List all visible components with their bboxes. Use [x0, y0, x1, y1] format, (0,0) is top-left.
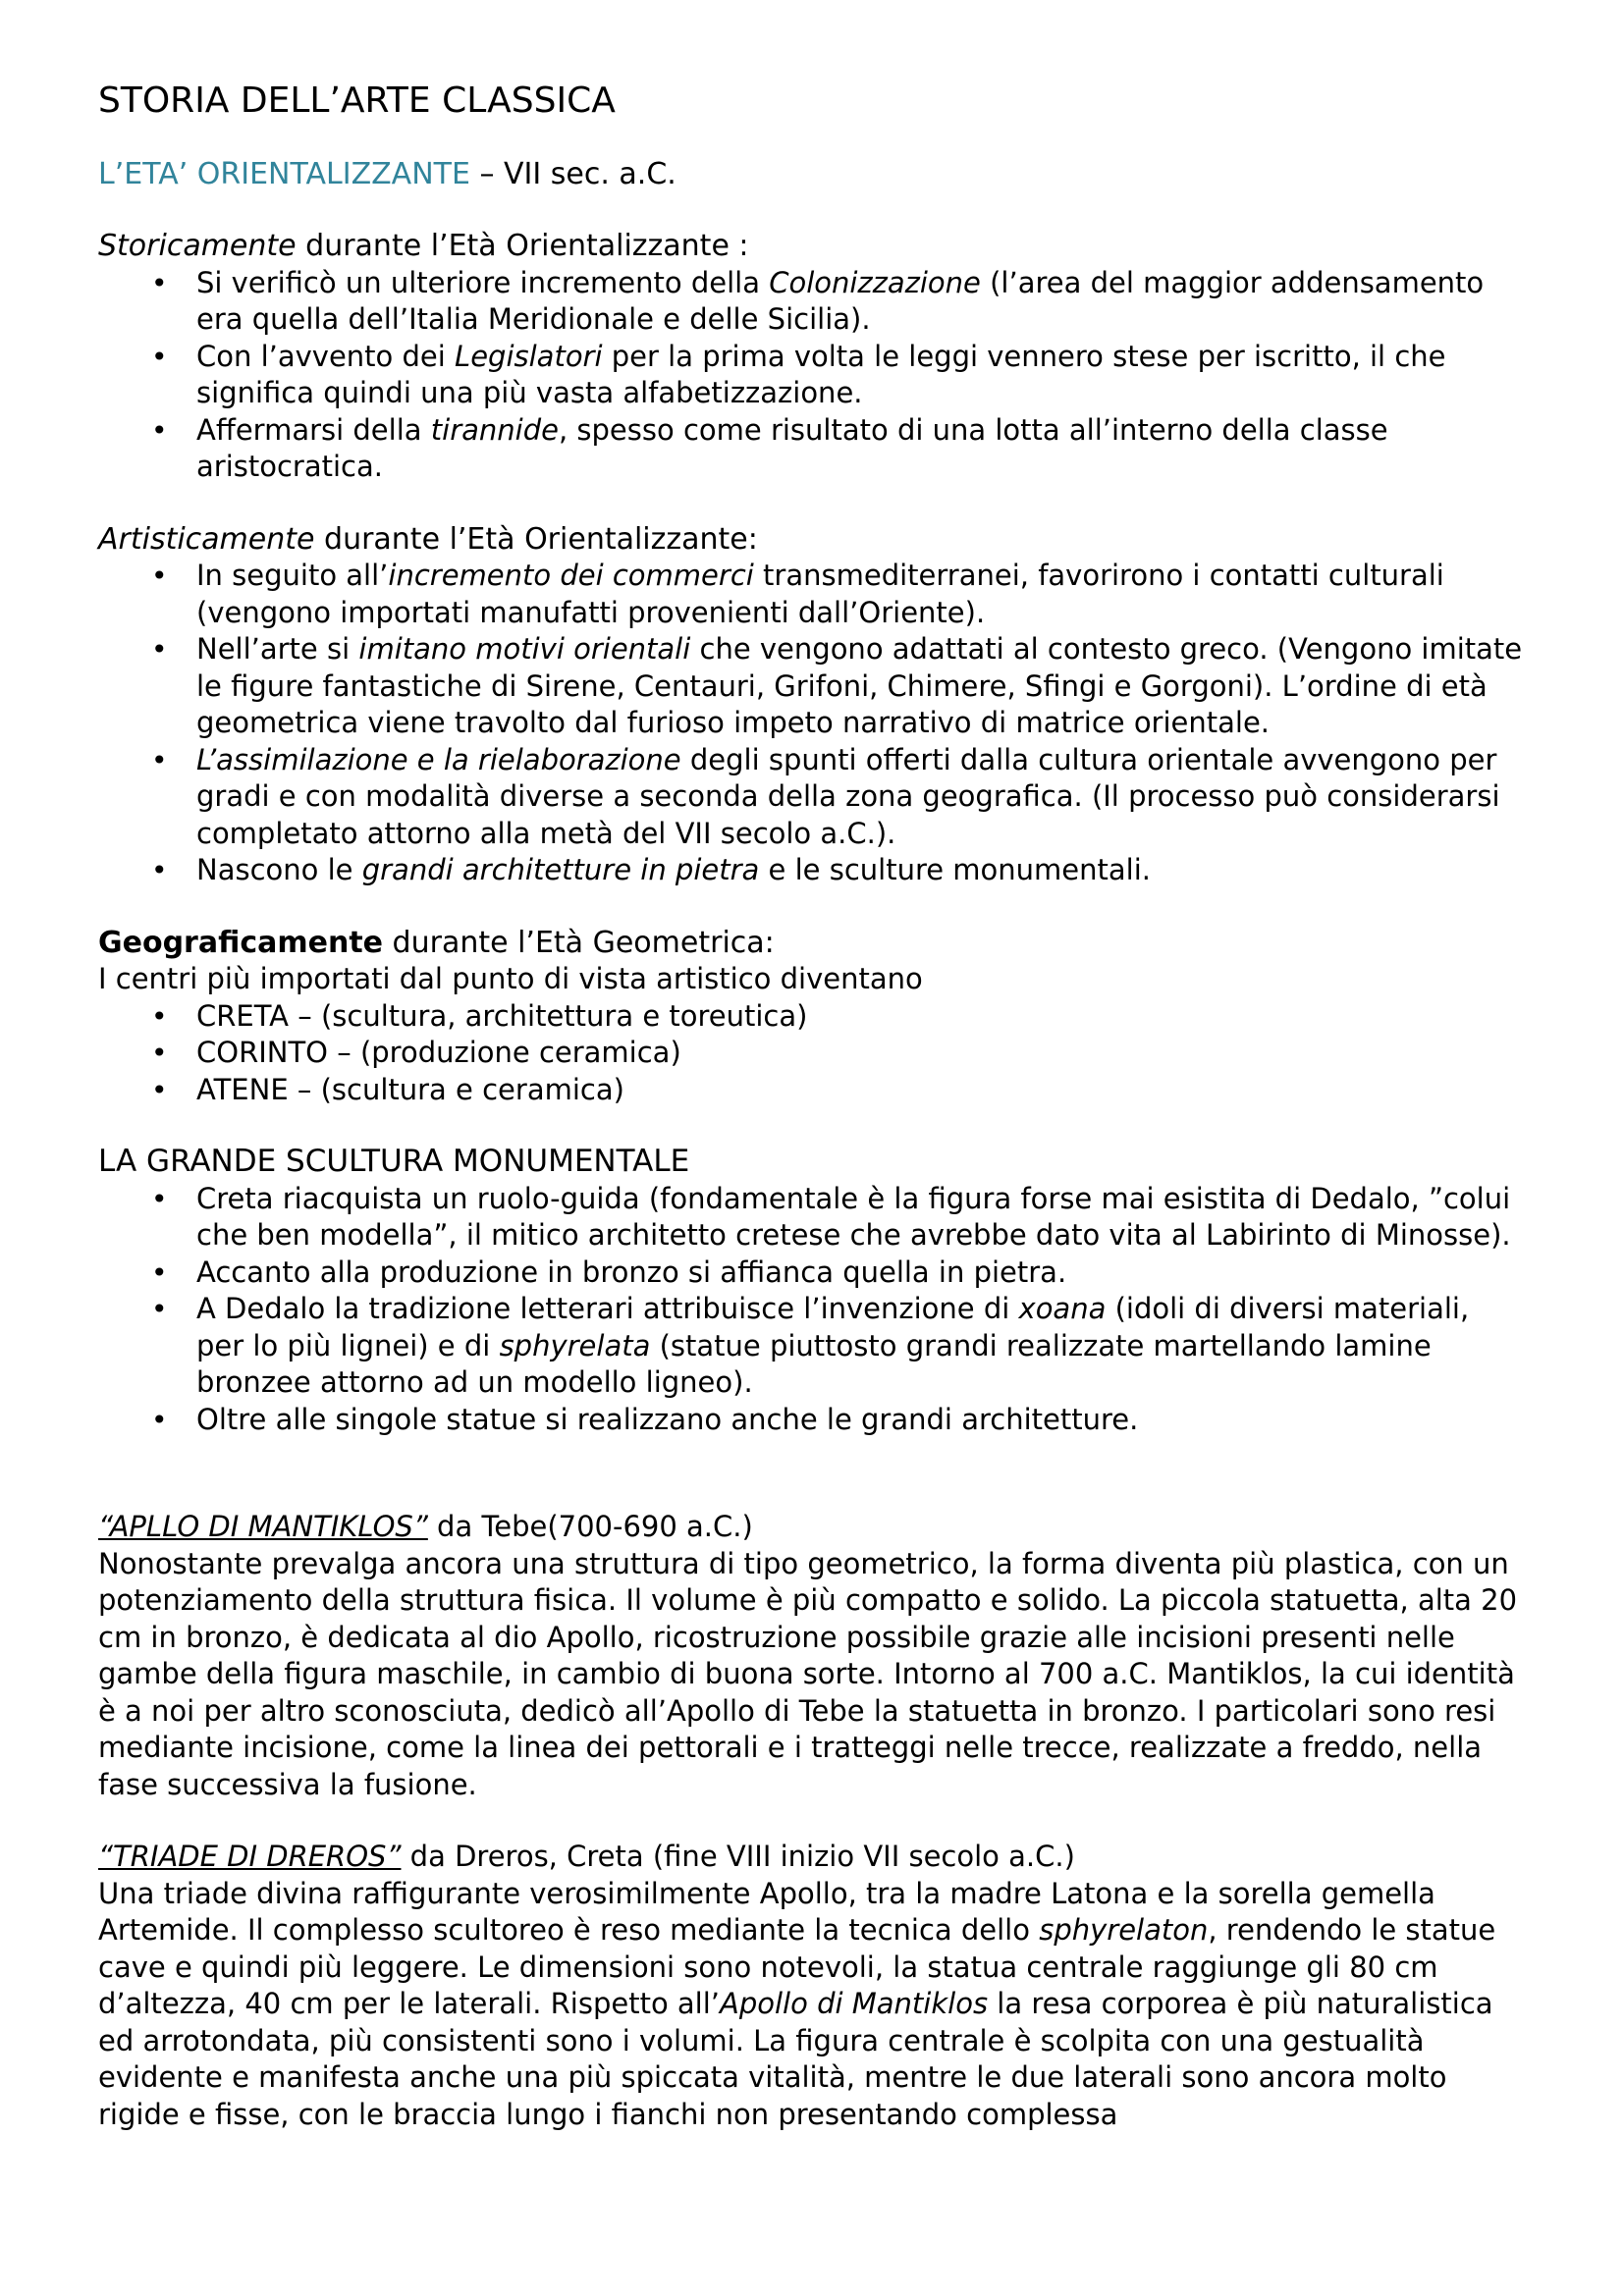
- section-intro: I centri più importati dal punto di vista artistico diventano: [98, 962, 923, 995]
- period-subtitle: [98, 157, 1525, 192]
- section-heading: LA GRANDE SCULTURA MONUMENTALE: [98, 1144, 690, 1179]
- artwork-description: Una triade divina raffigurante verosimilmente Apollo, tra la madre Latona e la sorella gemella Artemide. Il complesso scultoreo è reso mediante la tecnica dello sphyrelaton, rendendo le statue cave e quindi più leggere. Le dimensioni sono notevoli, la statua centrale raggiunge gli 80 cm d’altezza, 40 cm per le laterali. Rispetto all’Apollo di Mantiklos la resa corporea è più naturalistica ed arrotondata, più consistenti sono i volumi. La figura centrale è scolpita con una gestualità evidente e manifesta anche una più spiccata vitalità, mentre le due laterali sono ancora molto rigide e fisse, con le braccia lungo i fianchi non presentando complessa: [98, 1876, 1496, 2131]
- period-date: – VII sec. a.C.: [469, 157, 676, 191]
- bullet-list: [98, 998, 1525, 1109]
- list-item: • Accanto alla produzione in bronzo si affianca quella in pietra.: [196, 1255, 1525, 1292]
- section-artisticamente: [98, 521, 1525, 889]
- list-item: • Nell’arte si imitano motivi orientali che vengono adattati al contesto greco. (Vengono imitate le figure fantastiche di Sirene, Centauri, Grifoni, Chimere, Sfingi e Gorgoni). L’ordine di età geometrica viene travolto dal furioso impeto narrativo di matrice orientale.: [196, 631, 1525, 742]
- document-title: STORIA DELL’ARTE CLASSICA: [98, 80, 616, 121]
- bullet-list: [98, 265, 1525, 486]
- list-item: • Creta riacquista un ruolo-guida (fondamentale è la figura forse mai esistita di Dedalo, ”colui che ben modella”, il mitico architetto cretese che avrebbe dato vita al Labirinto di Minosse).: [196, 1181, 1525, 1255]
- list-item: • Affermarsi della tirannide, spesso come risultato di una lotta all’interno della classe aristocratica.: [196, 412, 1525, 486]
- section-triade: [98, 1839, 1525, 2133]
- artwork-description: Nonostante prevalga ancora una struttura di tipo geometrico, la forma diventa più plastica, con un potenziamento della struttura fisica. Il volume è più compatto e solido. La piccola statuetta, alta 20 cm in bronzo, è dedicata al dio Apollo, ricostruzione possibile grazie alle incisioni presenti nelle gambe della figura maschile, in cambio di buona sorte. Intorno al 700 a.C. Mantiklos, la cui identità è a noi per altro sconosciuta, dedicò all’Apollo di Tebe la statuetta in bronzo. I particolari sono resi mediante incisione, come la linea dei pettorali e i tratteggi nelle trecce, realizzate a freddo, nella fase successiva la fusione.: [98, 1546, 1518, 1801]
- artwork-title: “TRIADE DI DREROS” da Dreros, Creta (fine VIII inizio VII secolo a.C.): [98, 1840, 1075, 1873]
- bullet-list: [98, 1181, 1525, 1439]
- list-item: • Nascono le grandi architetture in pietra e le sculture monumentali.: [196, 852, 1525, 889]
- list-item: • Si verificò un ulteriore incremento della Colonizzazione (l’area del maggior addensamento era quella dell’Italia Meridionale e delle Sicilia).: [196, 265, 1525, 339]
- list-item: • L’assimilazione e la rielaborazione degli spunti offerti dalla cultura orientale avvengono per gradi e con modalità diverse a seconda della zona geografica. (Il processo può considerarsi completato attorno alla metà del VII secolo a.C.).: [196, 742, 1525, 853]
- list-item: • In seguito all’incremento dei commerci transmediterranei, favorirono i contatti culturali (vengono importati manufatti provenienti dall’Oriente).: [196, 558, 1525, 631]
- section-heading: Artisticamente durante l’Età Orientalizzante:: [98, 521, 758, 557]
- section-storicamente: [98, 228, 1525, 486]
- section-geograficamente: [98, 925, 1525, 1109]
- list-item: • A Dedalo la tradizione letterari attribuisce l’invenzione di xoana (idoli di diversi materiali, per lo più lignei) e di sphyrelata (statue piuttosto grandi realizzate martellando lamine bronzee attorno ad un modello ligneo).: [196, 1291, 1525, 1402]
- list-item: • ATENE – (scultura e ceramica): [196, 1072, 1525, 1109]
- list-item: • CORINTO – (produzione ceramica): [196, 1035, 1525, 1072]
- section-heading: Geograficamente durante l’Età Geometrica:: [98, 925, 775, 960]
- section-apollo: [98, 1509, 1525, 1803]
- section-heading: Storicamente durante l’Età Orientalizzante :: [98, 229, 749, 263]
- list-item: • Oltre alle singole statue si realizzano anche le grandi architetture.: [196, 1402, 1525, 1439]
- period-name: L’ETA’ ORIENTALIZZANTE: [98, 157, 470, 191]
- list-item: • Con l’avvento dei Legislatori per la prima volta le leggi vennero stese per iscritto, il che significa quindi una più vasta alfabetizzazione.: [196, 339, 1525, 412]
- bullet-list: [98, 558, 1525, 889]
- list-item: • CRETA – (scultura, architettura e toreutica): [196, 998, 1525, 1036]
- section-scultura: [98, 1144, 1525, 1438]
- artwork-title: “APLLO DI MANTIKLOS” da Tebe(700-690 a.C.): [98, 1510, 753, 1543]
